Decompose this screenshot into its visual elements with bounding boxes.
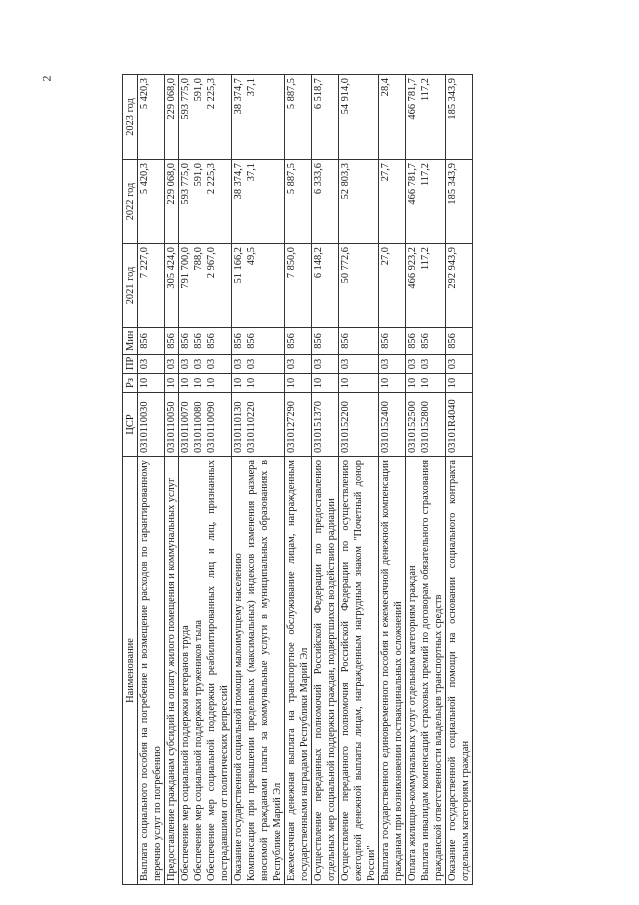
row-name: Ежемесячная денежная выплата на транспортное обслуживание лицам, награжденным государственными наградами Республики Марий Эл — [285, 457, 312, 885]
row-csr: 0310110030 — [138, 393, 165, 457]
row-pr: 03 — [446, 355, 473, 374]
row-2021: 7 227,0 — [138, 244, 165, 328]
row-pr: 03 — [206, 358, 217, 370]
table-row — [339, 75, 379, 885]
row-2022: 27,7 — [379, 160, 406, 244]
row-csr: 0310152400 — [379, 393, 406, 457]
row-2023: 38 374,7 — [233, 78, 244, 115]
row-csr: 0310127290 — [285, 393, 312, 457]
row-name: Выплата социального пособия на погребение и возмещение расходов по гарантированному перечню услуг по погребению — [138, 457, 165, 885]
row-2022: 5 420,3 — [138, 160, 165, 244]
row-2023: 5 420,3 — [138, 75, 165, 160]
row-rz: 10 — [420, 377, 431, 389]
row-2022: 38 374,7 — [233, 163, 244, 200]
row-2021: 2 967,0 — [206, 247, 217, 279]
row-2022: 591,0 — [193, 163, 204, 187]
row-name: Выплата инвалидам компенсаций страховых премий по договорам обязательного страхования гражданской ответственности владельцев транспортных средств — [420, 460, 444, 881]
row-min: 856 — [138, 328, 165, 355]
row-2021: 50 772,6 — [339, 244, 379, 328]
row-min: 856 — [446, 328, 473, 355]
header-pr: ПР — [123, 355, 138, 374]
row-pr: 03 — [138, 355, 165, 374]
row-2021: 305 424,0 — [165, 244, 179, 328]
row-min: 856 — [407, 333, 418, 349]
row-pr: 03 — [165, 355, 179, 374]
row-min: 856 — [206, 333, 217, 349]
table-row — [165, 75, 179, 885]
rotated-page — [122, 75, 622, 885]
row-2022: 5 887,5 — [285, 160, 312, 244]
row-2021: 788,0 — [193, 247, 204, 271]
row-pr: 03 — [193, 358, 204, 370]
row-rz: 10 — [246, 377, 257, 389]
row-rz: 10 — [193, 377, 204, 389]
row-2023: 2 225,3 — [206, 78, 217, 110]
row-2021: 6 148,2 — [312, 244, 339, 328]
table-header-row — [123, 75, 138, 885]
row-2023: 28,4 — [379, 75, 406, 160]
row-2022: 6 333,6 — [312, 160, 339, 244]
row-2023: 593 775,0 — [180, 78, 191, 120]
row-2021: 49,5 — [246, 247, 257, 266]
row-name: Осуществление переданного полномочия Российской Федерации по осуществлению ежегодной денежной выплаты лицам, награжденным нагрудным знаком "Почетный донор России" — [339, 457, 379, 885]
header-2022: 2022 год — [123, 160, 138, 244]
row-2021: 466 923,2 — [407, 247, 418, 289]
row-csr: 0310110050 — [165, 393, 179, 457]
row-2021: 27,0 — [379, 244, 406, 328]
row-2023: 54 914,0 — [339, 75, 379, 160]
row-min: 856 — [233, 333, 244, 349]
row-pr: 03 — [246, 358, 257, 370]
row-min: 856 — [285, 328, 312, 355]
row-name: Обеспечение мер социальной поддержки ветеранов труда — [180, 625, 191, 881]
table-row-group — [406, 75, 446, 885]
table-row — [379, 75, 406, 885]
row-rz: 10 — [379, 374, 406, 393]
row-2023: 229 068,0 — [165, 75, 179, 160]
row-2022: 2 225,3 — [206, 163, 217, 195]
row-pr: 03 — [180, 358, 191, 370]
row-2023: 466 781,7 — [407, 78, 418, 120]
row-name: Оказание государственной социальной помощи малоимущему населению — [233, 553, 244, 881]
row-min: 856 — [180, 333, 191, 349]
row-2021: 292 943,9 — [446, 244, 473, 328]
row-name: Предоставление гражданам субсидий на оплату жилого помещения и коммунальных услуг — [165, 457, 179, 885]
row-2022: 229 068,0 — [165, 160, 179, 244]
row-rz: 10 — [206, 377, 217, 389]
table-row — [138, 75, 165, 885]
row-2022: 52 803,3 — [339, 160, 379, 244]
row-2023: 37,1 — [246, 78, 257, 97]
row-name: Обеспечение мер социальной поддержки реабилитированных лиц и лиц, признанных пострадавшими от политических репрессий — [206, 460, 230, 881]
table-row — [285, 75, 312, 885]
table-row — [312, 75, 339, 885]
row-name: Оказание государственной социальной помощи на основании социального контракта отдельным категориям граждан — [446, 457, 473, 885]
row-2023: 591,0 — [193, 78, 204, 102]
row-pr: 03 — [379, 355, 406, 374]
budget-table — [122, 74, 473, 885]
row-csr: 0310110130 — [233, 401, 244, 453]
row-2023: 6 518,7 — [312, 75, 339, 160]
row-pr: 03 — [339, 355, 379, 374]
row-csr: 0310110080 — [193, 401, 204, 453]
header-2021: 2021 год — [123, 244, 138, 328]
row-min: 856 — [312, 328, 339, 355]
row-2022: 466 781,7 — [407, 163, 418, 205]
row-min: 856 — [193, 333, 204, 349]
row-min: 856 — [165, 328, 179, 355]
row-2022: 185 343,9 — [446, 160, 473, 244]
header-name: Наименование — [123, 457, 138, 885]
row-rz: 10 — [233, 377, 244, 389]
row-pr: 03 — [312, 355, 339, 374]
page-number: 2 — [39, 75, 54, 82]
row-rz: 10 — [407, 377, 418, 389]
row-2021: 117,2 — [420, 247, 431, 270]
row-rz: 10 — [339, 374, 379, 393]
row-csr: 0310151370 — [312, 393, 339, 457]
row-2023: 185 343,9 — [446, 75, 473, 160]
header-min: Мин — [123, 328, 138, 355]
row-2022: 37,1 — [246, 163, 257, 182]
row-rz: 10 — [180, 377, 191, 389]
row-min: 856 — [420, 333, 431, 349]
header-csr: ЦСР — [123, 393, 138, 457]
row-rz: 10 — [446, 374, 473, 393]
row-name: Компенсация при превышении предельных (максимальных) индексов изменения размера вносимой гражданами платы за коммунальные услуги в муниципальных образованиях в Республике Марий Эл — [246, 460, 283, 881]
row-pr: 03 — [285, 355, 312, 374]
row-name: Оплата жилищно-коммунальных услуг отдельным категориям граждан — [407, 565, 418, 881]
row-csr: 0310110220 — [246, 401, 257, 453]
row-2022: 593 775,0 — [180, 163, 191, 205]
row-csr: 0310110090 — [206, 401, 217, 453]
row-rz: 10 — [165, 374, 179, 393]
table-row-group — [179, 75, 232, 885]
row-min: 856 — [379, 328, 406, 355]
row-pr: 03 — [233, 358, 244, 370]
table-row — [446, 75, 473, 885]
row-min: 856 — [339, 328, 379, 355]
row-name: Выплата государственного единовременного пособия и ежемесячной денежной компенсации гражданам при возникновении поствакцинальных осложнений — [379, 457, 406, 885]
row-2021: 51 166,2 — [233, 247, 244, 284]
row-pr: 03 — [407, 358, 418, 370]
row-2021: 791 700,0 — [180, 247, 191, 289]
row-name: Осуществление переданных полномочий Российской Федерации по предоставлению отдельных мер социальной поддержки граждан, подвергшихся воздействию радиации — [312, 457, 339, 885]
row-2021: 7 850,0 — [285, 244, 312, 328]
row-csr: 0310110070 — [180, 401, 191, 453]
row-2023: 5 887,5 — [285, 75, 312, 160]
row-name: Обеспечение мер социальной поддержки тружеников тыла — [193, 620, 204, 881]
row-min: 856 — [246, 333, 257, 349]
row-csr: 0310152200 — [339, 393, 379, 457]
header-2023: 2023 год — [123, 75, 138, 160]
row-pr: 03 — [420, 358, 431, 370]
row-rz: 10 — [312, 374, 339, 393]
row-2023: 117,2 — [420, 78, 431, 101]
row-csr: 0310152500 — [407, 401, 418, 453]
header-rz: Рз — [123, 374, 138, 393]
row-csr: 0310152800 — [420, 401, 431, 453]
table-row-group — [232, 75, 285, 885]
row-csr: 03101R4040 — [446, 393, 473, 457]
row-rz: 10 — [138, 374, 165, 393]
row-rz: 10 — [285, 374, 312, 393]
row-2022: 117,2 — [420, 163, 431, 186]
